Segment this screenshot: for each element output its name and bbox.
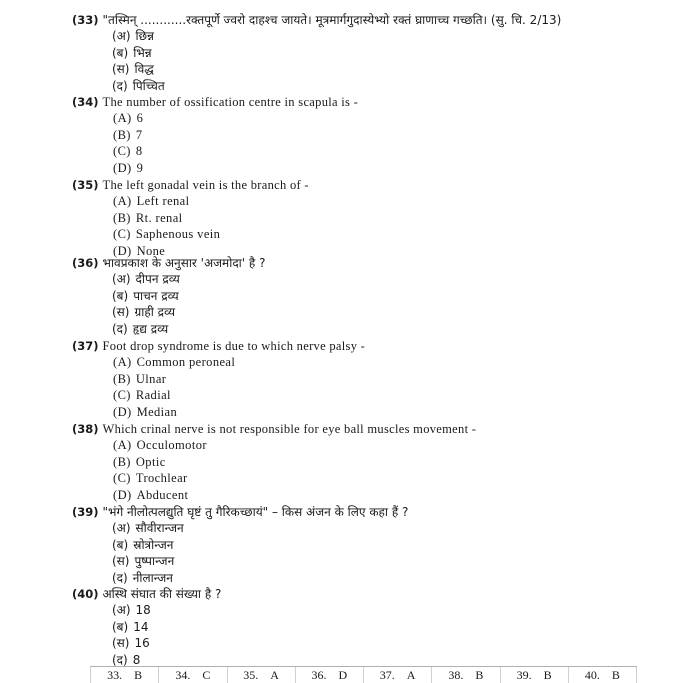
option-marker: (D) (113, 160, 132, 175)
option-text: 16 (134, 636, 150, 650)
answer-key-cell (569, 667, 637, 683)
option (72, 520, 670, 537)
answer-key-answer: B (134, 667, 143, 682)
option-marker: (B) (113, 454, 131, 469)
option (72, 61, 670, 78)
question-number: (33) (72, 13, 99, 27)
answer-key-answer: A (406, 667, 416, 682)
option-text: स्रोत्रोन्जन (133, 537, 174, 552)
option-text: दीपन द्रव्य (135, 272, 180, 286)
answer-key-question: 34. (175, 667, 191, 682)
answer-key-cell (364, 667, 432, 683)
option-marker: (B) (113, 210, 131, 225)
option (72, 437, 670, 454)
question-text: "तस्मिन् ............रक्तपूर्णे ज्वरो दाहश्च जायते। मूत्रमार्गगुदास्येभ्यो रक्तं घ्राणाच्च गच्छति। (सु. चि. 2/13) (102, 13, 562, 27)
option (72, 470, 670, 487)
option (72, 371, 670, 388)
answer-key-question: 33. (107, 667, 123, 682)
option-text: पुष्पान्जन (134, 554, 175, 568)
option (72, 635, 670, 652)
option-marker: (D) (113, 487, 132, 502)
option-text: पाचन द्रव्य (133, 288, 179, 303)
option-text: 6 (136, 111, 144, 125)
answer-key-cell (501, 667, 569, 683)
option-text: Optic (135, 454, 166, 469)
option-text: Trochlear (135, 471, 188, 485)
option-marker: (B) (113, 371, 131, 386)
option (72, 570, 670, 587)
option (72, 160, 670, 177)
option-text: 8 (135, 144, 143, 158)
answer-key-cell (228, 667, 296, 683)
question-40 (72, 585, 670, 668)
option-marker: (D) (113, 404, 132, 419)
option-text: Occulomotor (136, 438, 207, 452)
option-marker: (द) (112, 321, 128, 336)
option-marker: (द) (112, 570, 128, 585)
answer-key-cell (296, 667, 364, 683)
question-number: (39) (72, 505, 99, 519)
option (72, 602, 670, 619)
answer-key-answer: B (543, 667, 552, 682)
answer-key-table (90, 666, 637, 683)
question-33 (72, 11, 670, 94)
answer-key-question: 37. (379, 667, 395, 682)
question-text: The number of ossification centre in scapula is - (102, 95, 359, 109)
option-text: नीलान्जन (132, 570, 173, 585)
question-text: भावप्रकाश के अनुसार 'अजमोदा' है ? (102, 256, 266, 270)
option-text: Median (136, 404, 178, 419)
option (72, 288, 670, 305)
option-marker: (स) (112, 305, 130, 319)
option (72, 354, 670, 371)
option (72, 404, 670, 421)
question-39 (72, 503, 670, 586)
option (72, 321, 670, 338)
option-marker: (B) (113, 127, 131, 142)
option-marker: (अ) (112, 603, 131, 617)
option (72, 387, 670, 404)
answer-key-answer: A (270, 667, 279, 682)
question-text: The left gonadal vein is the branch of - (102, 178, 309, 192)
option-text: Left renal (136, 194, 190, 208)
option-marker: (स) (112, 62, 130, 76)
option-marker: (C) (113, 388, 131, 402)
option-marker: (स) (112, 636, 130, 650)
option-marker: (अ) (112, 29, 131, 43)
option-text: छिन्न (135, 29, 154, 43)
option-marker: (ब) (112, 619, 129, 634)
question-text: "भंगे नीलोत्पलद्युति घृष्टं तु गैरिकच्छायं" – किस अंजन के लिए कहा हैं ? (102, 505, 409, 519)
option-marker: (A) (113, 438, 132, 452)
option (72, 143, 670, 160)
option-marker: (ब) (112, 45, 129, 60)
option-text: सौवीरान्जन (135, 521, 184, 535)
option-text: 9 (136, 160, 144, 175)
question-35 (72, 176, 670, 259)
option-text: विद्ध (134, 62, 154, 76)
option-marker: (A) (113, 111, 132, 125)
option (72, 110, 670, 127)
question-number: (35) (72, 178, 99, 192)
option-marker: (ब) (112, 288, 129, 303)
question-number: (37) (72, 339, 99, 353)
option-marker: (A) (113, 355, 132, 369)
option (72, 45, 670, 62)
answer-key-answer: B (611, 667, 620, 682)
option (72, 78, 670, 95)
answer-key-answer: B (475, 667, 484, 682)
option-marker: (अ) (112, 272, 131, 286)
option-text: पिच्चित (132, 78, 165, 93)
option-text: None (136, 243, 166, 258)
question-text: अस्थि संघात की संख्या है ? (102, 587, 222, 601)
option-text: 14 (133, 619, 149, 634)
option-marker: (द) (112, 652, 128, 667)
option-marker: (C) (113, 144, 131, 158)
option-text: Abducent (136, 487, 189, 502)
question-number: (40) (72, 587, 99, 601)
option-text: Common peroneal (136, 355, 236, 369)
option-marker: (C) (113, 227, 131, 241)
option-text: 8 (132, 652, 141, 667)
answer-key-answer: C (202, 667, 211, 682)
answer-key-cell (432, 667, 500, 683)
option-marker: (अ) (112, 521, 131, 535)
option-text: 18 (135, 603, 151, 617)
option-marker: (द) (112, 78, 128, 93)
answer-key-question: 40. (584, 667, 600, 682)
option-marker: (C) (113, 471, 131, 485)
option-marker: (स) (112, 554, 130, 568)
option-text: ग्राही द्रव्य (134, 305, 176, 319)
option (72, 553, 670, 570)
option (72, 454, 670, 471)
option-text: Saphenous vein (135, 227, 221, 241)
option (72, 226, 670, 243)
question-34 (72, 93, 670, 176)
option (72, 28, 670, 45)
option (72, 210, 670, 227)
question-text: Which crinal nerve is not responsible for eye ball muscles movement - (102, 422, 477, 436)
answer-key-cell (91, 667, 159, 683)
question-number: (36) (72, 256, 99, 270)
option (72, 127, 670, 144)
option-text: Radial (135, 388, 171, 402)
option-marker: (D) (113, 243, 132, 258)
question-number: (34) (72, 95, 99, 109)
option (72, 304, 670, 321)
question-number: (38) (72, 422, 99, 436)
answer-key-cell (159, 667, 227, 683)
question-38 (72, 420, 670, 503)
option-text: Ulnar (135, 371, 167, 386)
option-text: हृद्य द्रव्य (132, 321, 169, 336)
option (72, 193, 670, 210)
option-marker: (ब) (112, 537, 129, 552)
option-text: 7 (135, 127, 143, 142)
answer-key-question: 36. (311, 667, 327, 682)
answer-key-question: 38. (448, 667, 464, 682)
option (72, 487, 670, 504)
option-text: भिन्न (133, 45, 152, 60)
option (72, 619, 670, 636)
option (72, 537, 670, 554)
option-marker: (A) (113, 194, 132, 208)
question-36 (72, 254, 670, 337)
question-text: Foot drop syndrome is due to which nerve palsy - (102, 339, 366, 353)
option (72, 271, 670, 288)
answer-key-question: 39. (516, 667, 532, 682)
option-text: Rt. renal (135, 210, 183, 225)
question-37 (72, 337, 670, 420)
answer-key-answer: D (338, 667, 348, 682)
answer-key-question: 35. (243, 667, 259, 682)
